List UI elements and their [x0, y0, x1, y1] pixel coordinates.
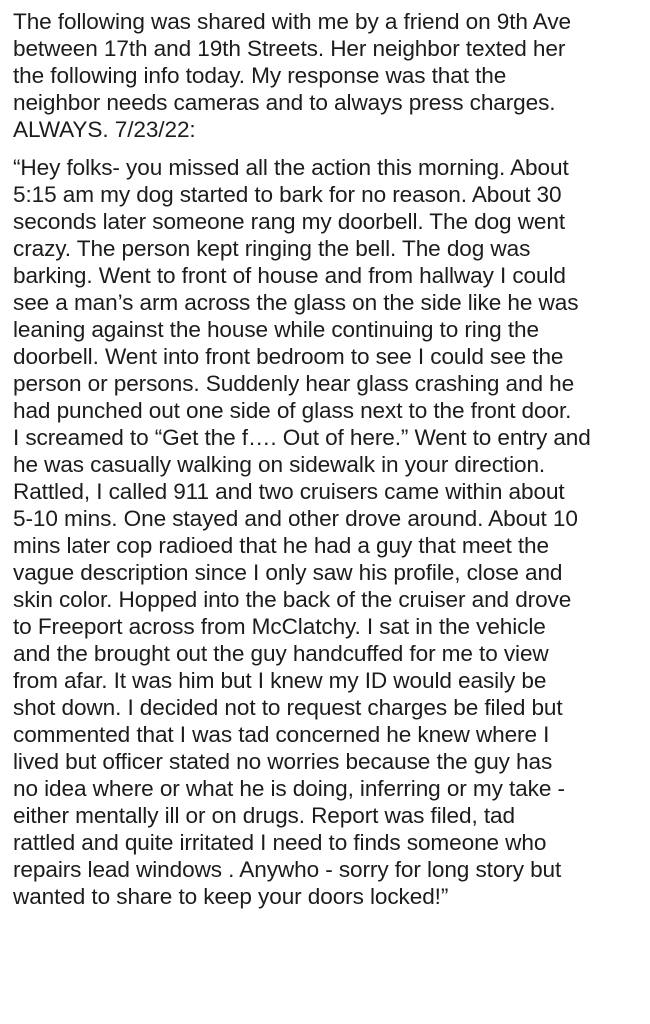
quote-line: wanted to share to keep your doors locked!”: [13, 884, 449, 909]
intro-line: The following was shared with me by a friend on 9th Ave: [13, 9, 571, 34]
quote-line: either mentally ill or on drugs. Report was filed, tad: [13, 803, 515, 828]
intro-line: neighbor needs cameras and to always press charges.: [13, 90, 556, 115]
quote-line: and the brought out the guy handcuffed for me to view: [13, 641, 549, 666]
quote-line: commented that I was tad concerned he knew where I: [13, 722, 550, 747]
quote-line: crazy. The person kept ringing the bell. The dog was: [13, 236, 531, 261]
quote-line: 5-10 mins. One stayed and other drove around. About 10: [13, 506, 578, 531]
quote-line: leaning against the house while continuing to ring the: [13, 317, 539, 342]
quote-line: Rattled, I called 911 and two cruisers came within about: [13, 479, 565, 504]
quote-line: “Hey folks- you missed all the action this morning. About: [13, 155, 569, 180]
quote-line: no idea where or what he is doing, inferring or my take -: [13, 776, 565, 801]
quote-line: vague description since I only saw his profile, close and: [13, 560, 563, 585]
quote-line: had punched out one side of glass next to the front door.: [13, 398, 572, 423]
quote-line: seconds later someone rang my doorbell. The dog went: [13, 209, 566, 234]
intro-line: the following info today. My response was that the: [13, 63, 507, 88]
quote-line: he was casually walking on sidewalk in your direction.: [13, 452, 546, 477]
quote-line: person or persons. Suddenly hear glass crashing and he: [13, 371, 575, 396]
quote-line: barking. Went to front of house and from hallway I could: [13, 263, 566, 288]
quote-line: repairs lead windows . Anywho - sorry for long story but: [13, 857, 562, 882]
intro-line: ALWAYS. 7/23/22:: [13, 117, 196, 142]
quote-line: skin color. Hopped into the back of the cruiser and drove: [13, 587, 572, 612]
quote-line: mins later cop radioed that he had a guy that meet the: [13, 533, 549, 558]
quote-line: rattled and quite irritated I need to finds someone who: [13, 830, 547, 855]
quote-line: see a man’s arm across the glass on the side like he was: [13, 290, 579, 315]
quote-line: to Freeport across from McClatchy. I sat in the vehicle: [13, 614, 546, 639]
quote-line: doorbell. Went into front bedroom to see I could see the: [13, 344, 564, 369]
quote-line: I screamed to “Get the f…. Out of here.” Went to entry and: [13, 425, 591, 450]
intro-paragraph: [13, 8, 643, 143]
quote-line: from afar. It was him but I knew my ID would easily be: [13, 668, 547, 693]
quote-paragraph: [13, 154, 643, 910]
quote-line: lived but officer stated no worries because the guy has: [13, 749, 553, 774]
quote-line: 5:15 am my dog started to bark for no reason. About 30: [13, 182, 562, 207]
post-text: [13, 8, 643, 910]
intro-line: between 17th and 19th Streets. Her neighbor texted her: [13, 36, 566, 61]
quote-line: shot down. I decided not to request charges be filed but: [13, 695, 563, 720]
